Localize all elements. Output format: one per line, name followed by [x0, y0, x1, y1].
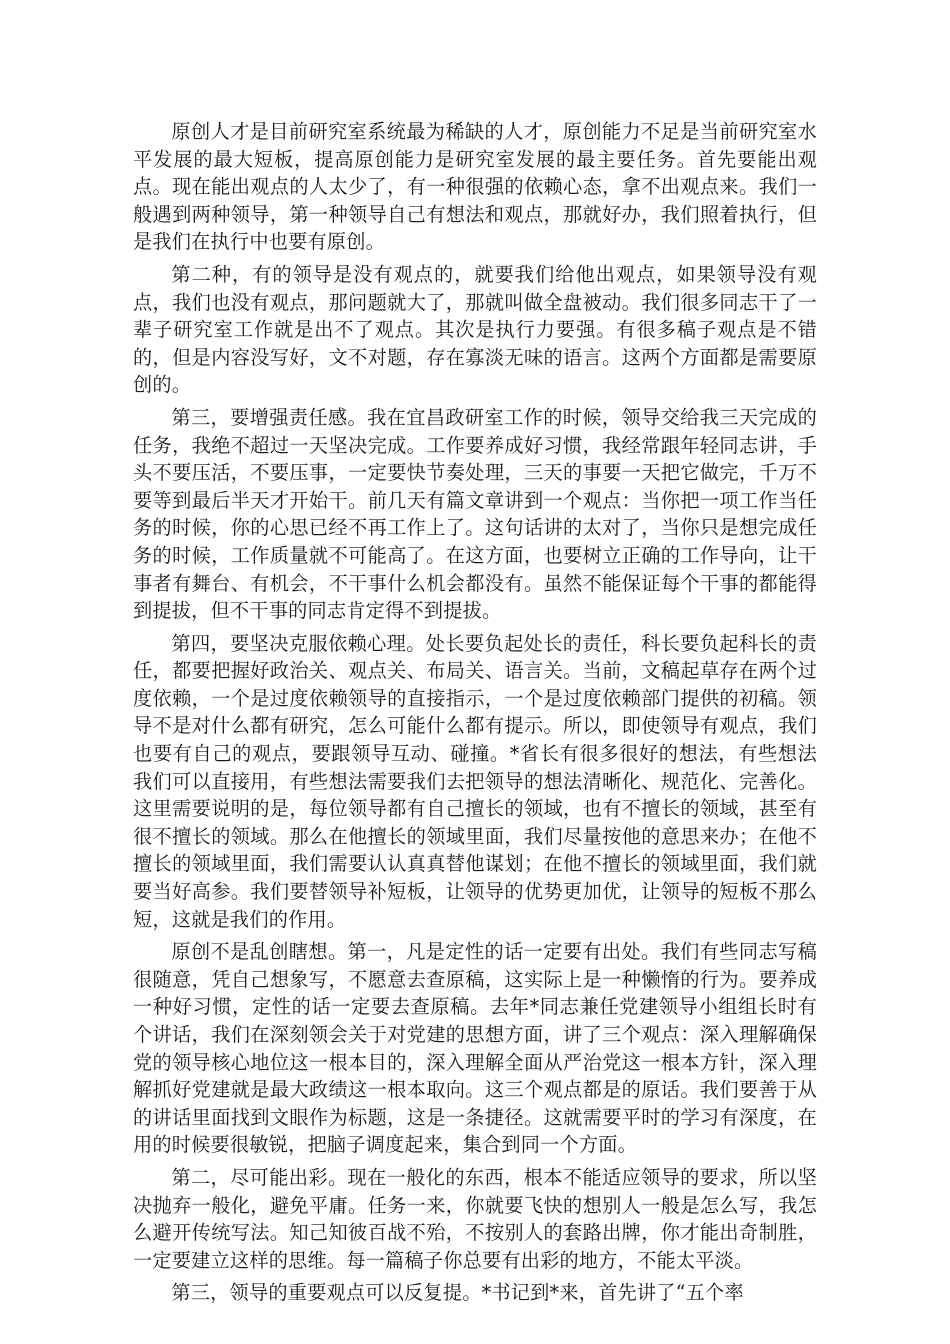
- paragraph-second-type-leader: 第二种，有的领导是没有观点的，就要我们给他出观点，如果领导没有观点，我们也没有观点，那问题就大了，那就叫做全盘被动。我们很多同志干了一辈子研究室工作就是出不了观点。其次是执行力要强。有很多稿子观点是不错的，但是内容没写好，文不对题，存在寡淡无味的语言。这两个方面都是需要原创的。: [133, 262, 817, 397]
- paragraph-stand-out: 第二，尽可能出彩。现在一般化的东西，根本不能适应领导的要求，所以坚决抛弃一般化，避免平庸。任务一来，你就要飞快的想别人一般是怎么写，我怎么避开传统写法。知己知彼百战不殆，不按别人的套路出牌，你才能出奇制胜，一定要建立这样的思维。每一篇稿子你总要有出彩的地方，不能太平淡。: [133, 1165, 817, 1272]
- paragraph-original-not-random: 原创不是乱创瞎想。第一，凡是定性的话一定要有出处。我们有些同志写稿很随意，凭自己想象写，不愿意去查原稿，这实际上是一种懒惰的行为。要养成一种好习惯，定性的话一定要去查原稿。去年*同志兼任党建领导小组组长时有个讲话，我们在深刻领会关于对党建的思想方面，讲了三个观点：深入理解确保党的领导核心地位这一根本目的，深入理解全面从严治党这一根本方针，深入理解抓好党建就是最大政绩这一根本取向。这三个观点都是的原话。我们要善于从的讲话里面找到文眼作为标题，这是一条捷径。这就需要平时的学习有深度，在用的时候要很敏锐，把脑子调度起来，集合到同一个方面。: [133, 940, 817, 1157]
- document-page: [133, 118, 817, 1312]
- paragraph-repeat-views: 第三，领导的重要观点可以反复提。*书记到*来，首先讲了“五个率: [171, 1281, 744, 1305]
- paragraph-original-talent: 原创人才是目前研究室系统最为稀缺的人才，原创能力不足是当前研究室水平发展的最大短板，提高原创能力是研究室发展的最主要任务。首先要能出观点。现在能出观点的人太少了，有一种很强的依赖心态，拿不出观点来。我们一般遇到两种领导，第一种领导自己有想法和观点，那就好办，我们照着执行，但是我们在执行中也要有原创。: [133, 120, 817, 254]
- paragraph-overcome-dependence: 第四，要坚决克服依赖心理。处长要负起处长的责任，科长要负起科长的责任，都要把握好政治关、观点关、布局关、语言关。当前，文稿起草存在两个过度依赖，一个是过度依赖领导的直接指示，一个是过度依赖部门提供的初稿。领导不是对什么都有研究，怎么可能什么都有提示。所以，即使领导有观点，我们也要有自己的观点，要跟领导互动、碰撞。*省长有很多很好的想法，有些想法我们可以直接用，有些想法需要我们去把领导的想法清晰化、规范化、完善化。这里需要说明的是，每位领导都有自己擅长的领域，也有不擅长的领域，甚至有很不擅长的领域。那么在他擅长的领域里面，我们尽量按他的意思来办；在他不擅长的领域里面，我们需要认认真真替他谋划；在他不擅长的领域里面，我们就要当好高参。我们要替领导补短板，让领导的优势更加优，让领导的短板不那么短，这就是我们的作用。: [133, 631, 817, 931]
- paragraph-responsibility: 第三，要增强责任感。我在宜昌政研室工作的时候，领导交给我三天完成的任务，我绝不超过一天坚决完成。工作要养成好习惯，我经常跟年轻同志讲，手头不要压活，不要压事，一定要快节奏处理，三天的事要一天把它做完，千万不要等到最后半天才开始干。前几天有篇文章讲到一个观点：当你把一项工作当任务的时候，你的心思已经不再工作上了。这句话讲的太对了，当你只是想完成任务的时候，工作质量就不可能高了。在这方面，也要树立正确的工作导向，让干事者有舞台、有机会，不干事什么机会都没有。虽然不能保证每个干事的都能得到提拔，但不干事的同志肯定得不到提拔。: [133, 405, 817, 623]
